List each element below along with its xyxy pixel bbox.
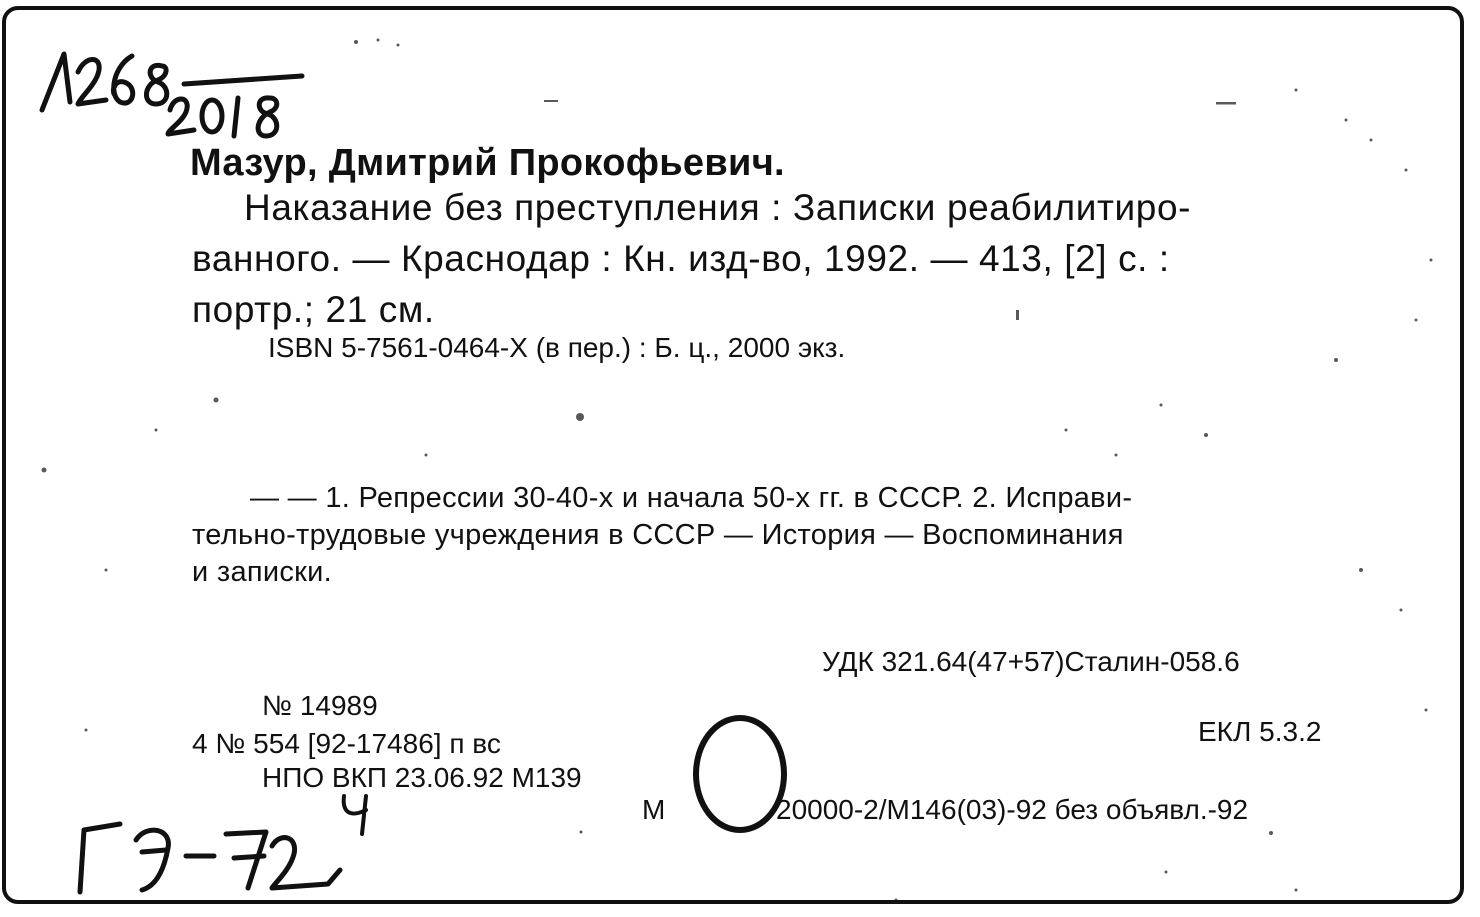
order-line: 4 № 554 [92-17486] п вс (192, 728, 501, 759)
title-line-1: Наказание без преступления : Записки реабилитиро- (244, 187, 1192, 228)
ink-oval-mark (690, 710, 800, 845)
ekl-code: ЕКЛ 5.3.2 (1198, 716, 1322, 747)
subjects-line-2: тельно-трудовые учреждения в СССР — История — Воспоминания (192, 519, 1124, 551)
author-heading: Мазур, Дмитрий Прокофьевич. (190, 142, 785, 184)
npo-line: НПО ВКП 23.06.92 М139 (262, 762, 582, 793)
handwritten-catalog-number (34, 32, 314, 147)
bottom-code-prefix: М (642, 794, 666, 825)
title-line-2: ванного. — Краснодар : Кн. изд-во, 1992. — 413, [2] с. : (192, 238, 1170, 279)
udk-code: УДК 321.64(47+57)Сталин-058.6 (822, 646, 1240, 677)
card-number: № 14989 (262, 690, 378, 721)
subjects-line-1: — — 1. Репрессии 30-40-х и начала 50-х гг. в СССР. 2. Исправи- (250, 482, 1133, 514)
bottom-code: 20000-2/М146(03)-92 без объявл.-92 (776, 794, 1249, 825)
catalog-card (2, 6, 1464, 904)
isbn-line: ISBN 5-7561-0464-X (в пер.) : Б. ц., 2000 экз. (268, 332, 846, 363)
handwritten-shelf-mark (66, 810, 366, 904)
title-line-3: портр.; 21 см. (192, 289, 435, 330)
subjects-line-3: и записки. (192, 556, 333, 588)
